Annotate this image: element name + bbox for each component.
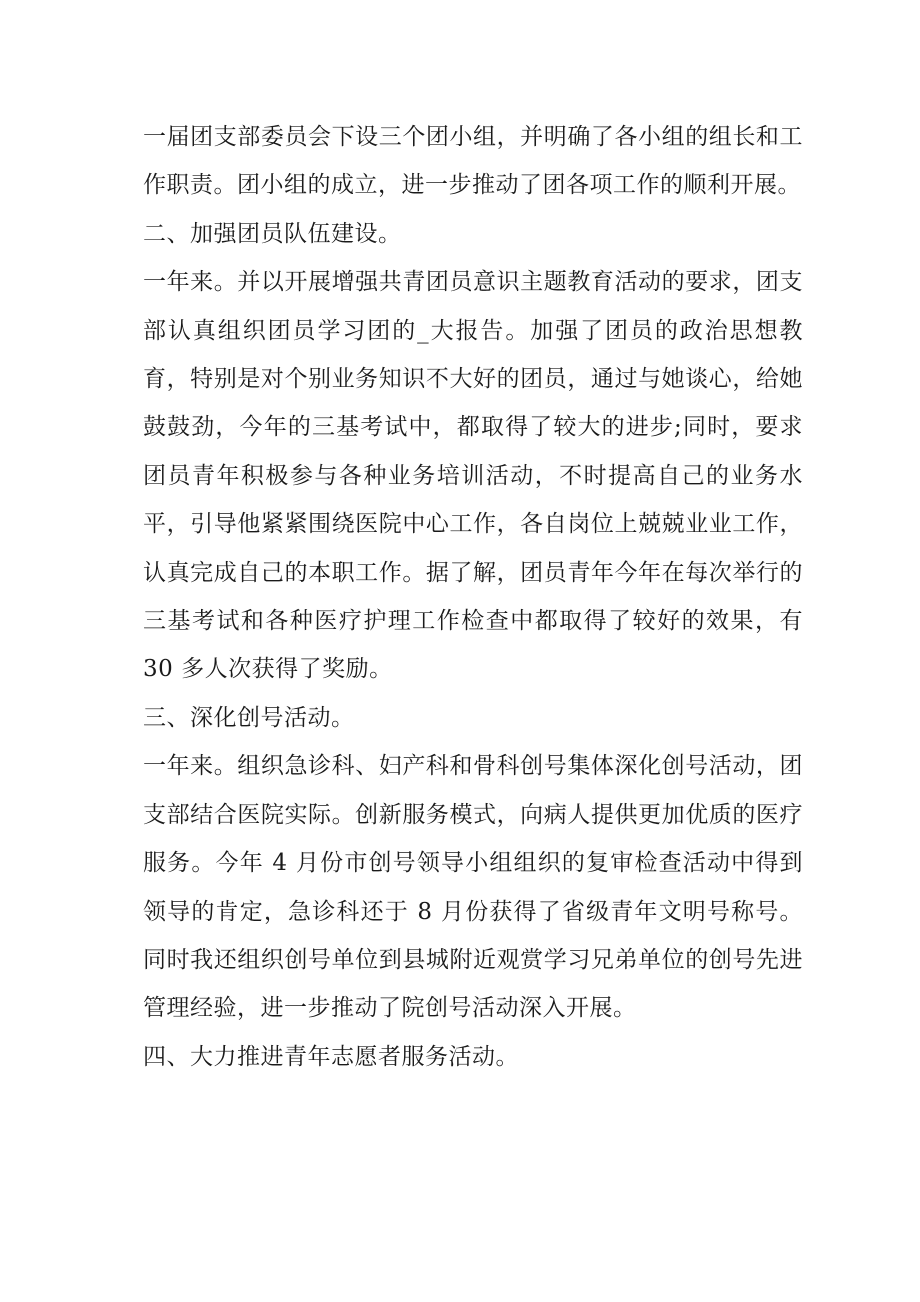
document-body: [143, 113, 803, 1081]
heading-section-two: 二、加强团员队伍建设。: [143, 220, 402, 247]
paragraph-team-groups: 一届团支部委员会下设三个团小组，并明确了各小组的组长和工作职责。团小组的成立，进一步推动了团各项工作的顺利开展。: [143, 124, 803, 199]
heading-section-three: 三、深化创号活动。: [143, 704, 355, 731]
paragraph-member-building: 一年来。并以开展增强共青团员意识主题教育活动的要求，团支部认真组织团员学习团的_大报告。加强了团员的政治思想教育，特别是对个别业务知识不大好的团员，通过与她谈心，给她鼓鼓劲，今年的三基考试中，都取得了较大的进步;同时，要求团员青年积极参与各种业务培训活动，不时提高自己的业务水平，引导他紧紧围绕医院中心工作，各自岗位上兢兢业业工作，认真完成自己的本职工作。据了解，团员青年今年在每次举行的三基考试和各种医疗护理工作检查中都取得了较好的效果，有 30 多人次获得了奖励。: [143, 269, 803, 683]
paragraph-creation-activity: 一年来。组织急诊科、妇产科和骨科创号集体深化创号活动，团支部结合医院实际。创新服务模式，向病人提供更加优质的医疗服务。今年 4 月份市创号领导小组组织的复审检查活动中得到领导的肯定，急诊科还于 8 月份获得了省级青年文明号称号。同时我还组织创号单位到县城附近观赏学习兄弟单位的创号先进管理经验，进一步推动了院创号活动深入开展。: [143, 753, 803, 1022]
heading-section-four: 四、大力推进青年志愿者服务活动。: [143, 1043, 519, 1070]
